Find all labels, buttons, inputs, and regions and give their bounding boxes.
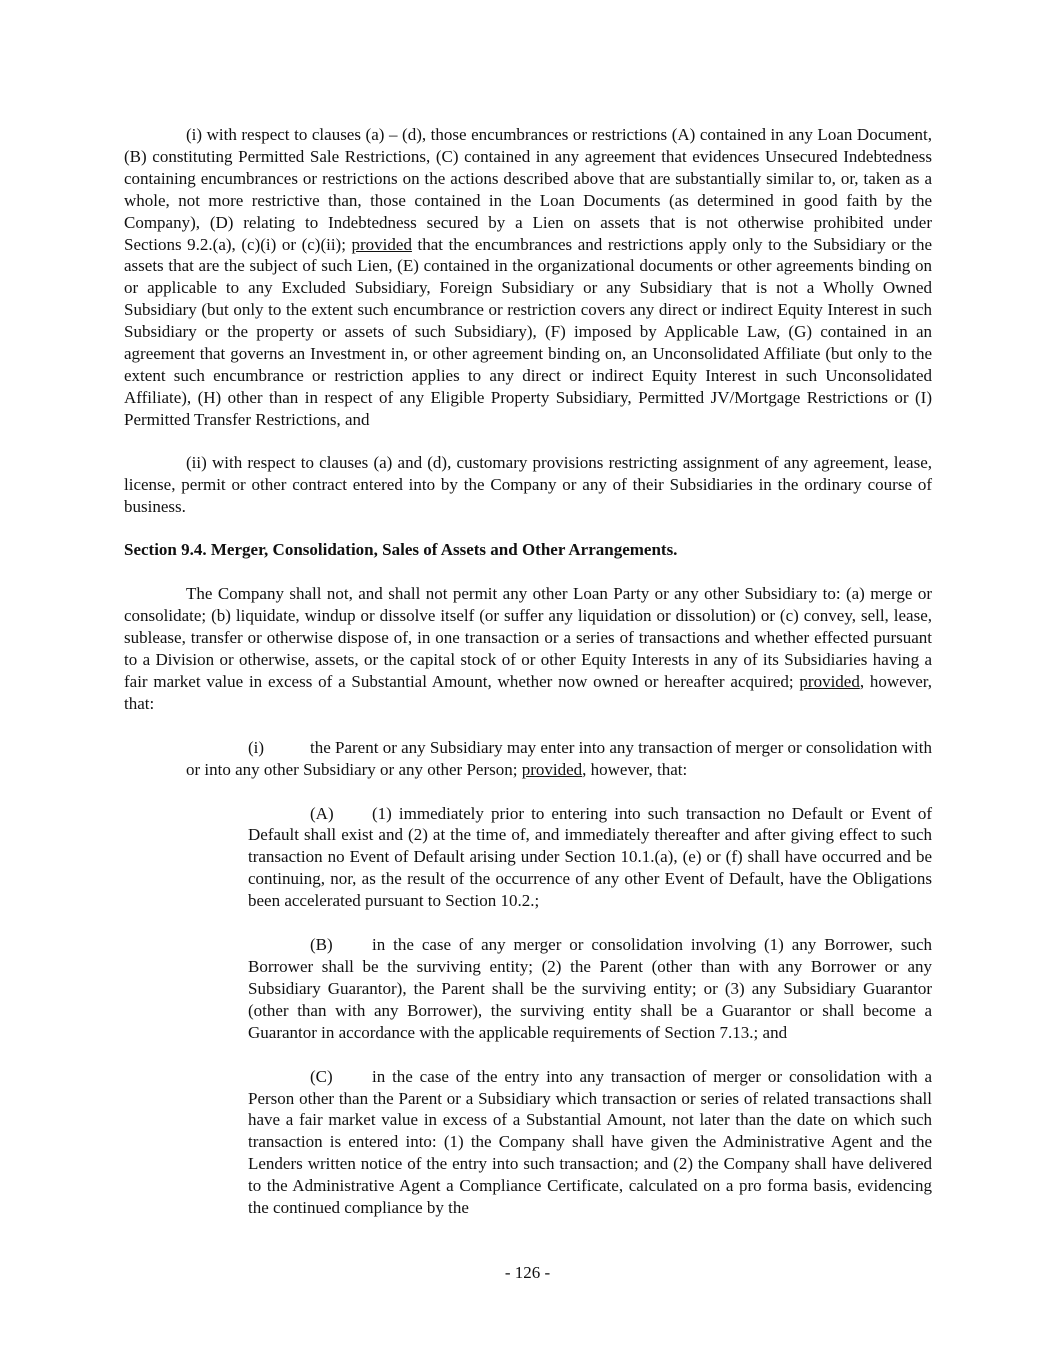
- paragraph-clause-ii: [124, 452, 932, 518]
- list-item-i: [186, 737, 932, 781]
- list-item-i-text-before: the Parent or any Subsidiary may enter into any transaction of merger or consolidation with or into any other Subsidiary or any other Person;: [186, 737, 932, 779]
- provided-term: provided: [351, 234, 412, 254]
- page-number: - 126 -: [504, 1263, 551, 1282]
- intro-text-before: The Company shall not, and shall not permit any other Loan Party or any other Subsidiary to: (a) merge or consolidate; (b) liquidate, windup or dissolve itself (or suffer any liquidation or dissolution) or (c) convey, sell, lease, sublease, transfer or otherwise dispose of, in one transaction or a series of transactions and whether effected pursuant to a Division or otherwise, assets, or the capital stock of or other Equity Interests in any of its Subsidiaries having a fair market value in excess of a Substantial Amount, whether now owned or hereafter acquired;: [124, 584, 932, 691]
- list-item-i-label: (i): [248, 737, 265, 757]
- section-intro-paragraph: [124, 583, 932, 714]
- sub-item-C-text: in the case of the entry into any transaction of merger or consolidation with a Person other than the Parent or a Subsidiary which transaction or series of related transactions shall have a fair market value in excess of a Substantial Amount, not later than the date on which such transaction is entered into: (1) the Company shall have given the Administrative Agent and the Lenders written notice of the entry into such transaction; and (2) the Company shall have delivered to the Administrative Agent a Compliance Certificate, calculated on a pro forma basis, evidencing the continued compliance by the: [248, 1066, 932, 1218]
- provided-term: provided: [799, 671, 860, 691]
- section-heading: Section 9.4. Merger, Consolidation, Sales of Assets and Other Arrangements.: [124, 540, 678, 560]
- sub-item-A-label: (A): [310, 803, 334, 823]
- provided-term: provided: [521, 759, 583, 779]
- sub-item-A: [248, 803, 932, 913]
- sub-item-B-text: in the case of any merger or consolidation involving (1) any Borrower, such Borrower shall be the surviving entity; (2) the Parent (other than with any Borrower or any Subsidiary Guarantor), the Parent shall be the surviving entity; or (3) any Subsidiary Guarantor (other than with any Borrower), the surviving entity shall be a Guarantor or shall become a Guarantor in accordance with the applicable requirements of Section 7.13.; and: [248, 935, 932, 1042]
- list-item-i-text-after: , however, that:: [582, 759, 688, 779]
- document-page: [124, 124, 932, 1219]
- sub-item-C: [248, 1066, 932, 1219]
- sub-item-B-label: (B): [310, 935, 333, 955]
- paragraph-clause-i: [124, 124, 932, 431]
- clause-i-text-after: that the encumbrances and restrictions apply only to the Subsidiary or the assets that are the subject of such Lien, (E) contained in the organizational documents or other agreements binding on or applicable to any Excluded Subsidiary, Foreign Subsidiary or any Subsidiary that is not a Wholly Owned Subsidiary (but only to the extent such encumbrance or restriction covers any direct or indirect Equity Interest in such Subsidiary or the property or assets of such Subsidiary), (F) imposed by Applicable Law, (G) contained in an agreement that governs an Investment in, or other agreement binding on, an Unconsolidated Affiliate (but only to the extent such encumbrance or restriction applies to any direct or indirect Equity Interest in such Unconsolidated Affiliate), (H) other than in respect of any Eligible Property Subsidiary, Permitted JV/Mortgage Restrictions or (I) Permitted Transfer Restrictions, and: [124, 234, 932, 429]
- intro-text-after: , however, that:: [124, 671, 932, 713]
- sub-item-C-label: (C): [310, 1066, 333, 1086]
- clause-i-text-before: (i) with respect to clauses (a) – (d), those encumbrances or restrictions (A) contained in any Loan Document, (B) constituting Permitted Sale Restrictions, (C) contained in any agreement that evidences Unsecured Indebtedness containing encumbrances or restrictions on the actions described above that are substantially similar to, or, taken as a whole, not more restrictive than, those contained in the Loan Documents (as determined in good faith by the Company), (D) relating to Indebtedness secured by a Lien on assets that is not otherwise prohibited under Sections 9.2.(a), (c)(i) or (c)(ii);: [124, 125, 932, 254]
- clause-ii-text: (ii) with respect to clauses (a) and (d), customary provisions restricting assignment of any agreement, lease, license, permit or other contract entered into by the Company or any of their Subsidiaries in the ordinary course of business.: [124, 452, 932, 516]
- sub-item-B: [248, 934, 932, 1044]
- sub-item-A-text: (1) immediately prior to entering into such transaction no Default or Event of Default shall exist and (2) at the time of, and immediately thereafter and after giving effect to such transaction no Event of Default arising under Section 10.1.(a), (e) or (f) shall have occurred and be continuing, nor, as the result of the occurrence of any other Event of Default, have the Obligations been accelerated pursuant to Section 10.2.;: [248, 803, 932, 911]
